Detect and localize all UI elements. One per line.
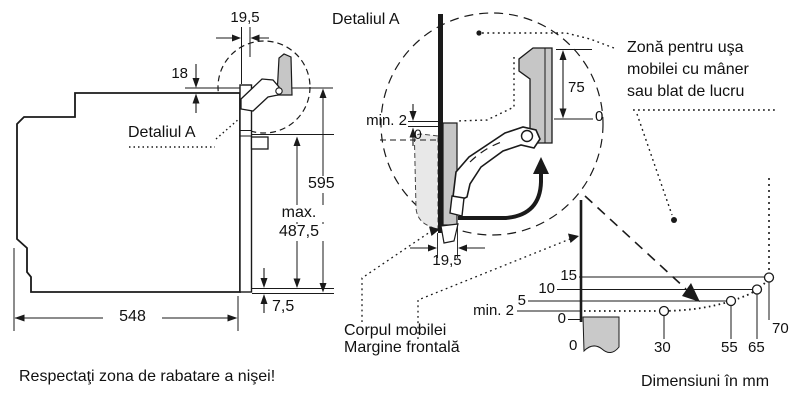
- chart-x-label-0: 0: [569, 337, 578, 354]
- dim-label-19-5-left: 19,5: [230, 9, 260, 26]
- open-door-outline: [414, 134, 438, 230]
- handle-zone-note: [627, 37, 749, 103]
- control-panel-protrusion: [252, 137, 269, 149]
- chart-y-label-15: 15: [560, 267, 577, 284]
- chart-y-label-0: 0: [557, 310, 566, 327]
- panel-cross-section: [583, 317, 619, 353]
- dim-label-487-5: 487,5: [269, 224, 329, 241]
- dim-label-7-5: 7,5: [272, 298, 295, 315]
- detail-reference-label: Detaliul A: [128, 124, 196, 141]
- dim-7-5: [261, 268, 268, 313]
- chart-x-label-55: 55: [721, 339, 738, 356]
- handle-zone-note-line3: sau blat de lucru: [627, 83, 745, 100]
- dim-label-75: 75: [568, 79, 585, 96]
- chart-x-label-70: 70: [772, 320, 789, 337]
- dim-label-595: 595: [308, 175, 335, 192]
- dim-label-19-5-detail: 19,5: [432, 252, 462, 269]
- hinge-arm-small: [241, 79, 279, 111]
- chart-x-label-30: 30: [654, 339, 671, 356]
- oven-front-frame: [240, 85, 252, 292]
- dim-label-max: max.: [271, 205, 327, 222]
- dim-label-zero-zone: 0: [595, 108, 604, 125]
- hinge-pivot: [522, 131, 533, 142]
- data-point-70-15: [765, 273, 774, 282]
- chart-y-label-min2: min. 2: [473, 302, 514, 319]
- zone-leader-dotted: [482, 33, 614, 48]
- chart-y-label-10: 10: [538, 280, 555, 297]
- dim-label-548: 548: [103, 309, 162, 326]
- handle-zone-note-line1: Zonă pentru uşa: [627, 39, 744, 56]
- dim-label-18: 18: [171, 65, 188, 82]
- clearance-curve: [584, 278, 769, 311]
- clearance-contour-dotted: [456, 57, 514, 121]
- dim-label-zero-gap: 0: [414, 126, 422, 142]
- chart-y-label-5: 5: [517, 292, 526, 309]
- data-point-30-2: [660, 307, 669, 316]
- dim-19-5-left: [216, 27, 269, 84]
- data-point-65-10: [753, 285, 762, 294]
- units-note: Dimensiuni în mm: [641, 373, 770, 390]
- dim-label-min-2-detail: min. 2: [366, 112, 407, 129]
- fold-zone-note: Respectaţi zona de rabatare a nişei!: [19, 368, 276, 385]
- callout-furniture-body: Corpul mobilei: [344, 322, 447, 339]
- chart-x-label-65: 65: [748, 339, 765, 356]
- oven-body-outline: [17, 93, 240, 292]
- torn-edge: [441, 224, 458, 243]
- detail-view-title: Detaliul A: [332, 11, 400, 28]
- handle-zone-note-line2: mobilei cu mâner: [627, 61, 749, 78]
- data-point-55-5: [727, 297, 736, 306]
- detail-a-circle: [381, 13, 603, 235]
- furniture-front-panel: [438, 14, 443, 233]
- callout-front-edge: Margine frontală: [344, 339, 460, 356]
